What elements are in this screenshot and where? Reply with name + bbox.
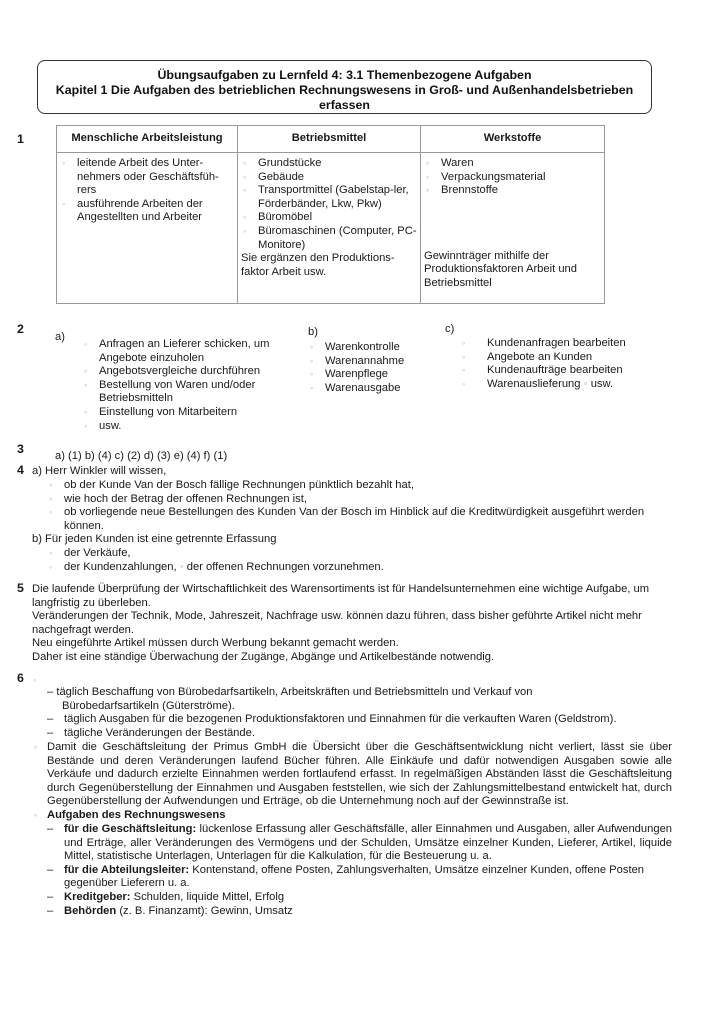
task2-list-b: [308, 341, 438, 395]
title-line-2: Kapitel 1 Die Aufgaben des betrieblichen Rechnungswesens in Groß- und Außenhandelsbetrieben: [55, 83, 634, 97]
list-item: ◦ ob vorliegende neue Bestellungen des Kunden Van der Bosch im Hinblick auf die Kreditwürdigkeit ausgeführt werden können.: [47, 506, 672, 533]
cell-note: Gewinnträger mithilfe der Produktionsfaktoren Arbeit und Betriebsmittel: [424, 249, 577, 289]
table-header: Werkstoffe: [421, 126, 605, 153]
label-b: b): [308, 326, 318, 338]
paragraph-line: Neu eingeführte Artikel müssen durch Werbung bekannt gemacht werden.: [32, 637, 399, 650]
role-item: – Behörden (z. B. Finanzamt): Gewinn, Umsatz: [47, 905, 672, 919]
section-heading: ◦ Aufgaben des Rechnungswesens: [32, 809, 672, 823]
list-item: ◦ Büromöbel: [241, 211, 417, 225]
task2-list-c: [460, 337, 670, 391]
table-cell: [238, 153, 421, 304]
bullet-icon: ◦: [33, 675, 37, 685]
list-item: ◦ Waren: [424, 157, 601, 171]
list-item: ◦ Warenannahme: [308, 355, 438, 369]
task4-b-intro: b) Für jeden Kunden ist eine getrennte Erfassung: [32, 533, 277, 545]
task-number-4: 4: [17, 463, 24, 477]
task4-list-b: [47, 547, 647, 574]
paragraph-line: Daher ist eine ständige Überwachung der Zugänge, Abgänge und Artikelbestände notwendig.: [32, 650, 495, 663]
dash-item: – tägliche Veränderungen der Bestände.: [47, 727, 672, 741]
task6-roles-list: [47, 823, 672, 918]
task6-paragraph: [32, 741, 672, 809]
paragraph-line: Veränderungen der Technik, Mode, Jahreszeit, Nachfrage usw. können dazu führen, dass bisher geführte Artikel nicht mehr nachgefragt werden.: [32, 610, 642, 636]
task6-aufgaben: [32, 809, 672, 823]
list-item: ◦ Kundenaufträge bearbeiten: [460, 364, 670, 378]
table-cell: [57, 153, 238, 304]
list-item: ◦ Verpackungsmaterial: [424, 171, 601, 185]
list-item: ◦ Angebotsvergleiche durchführen: [82, 365, 282, 379]
label-a: a): [55, 331, 65, 343]
task6-dash-list: [47, 713, 672, 740]
label-c: c): [445, 323, 455, 335]
dash-item: – täglich Ausgaben für die bezogenen Produktionsfaktoren und Einnahmen für die verkauften Waren (Geldstrom).: [47, 713, 672, 727]
list-item: ◦ der Verkäufe,: [47, 547, 647, 561]
table-cell: [421, 153, 605, 304]
list-item: ◦ ausführende Arbeiten der Angestellten und Arbeiter: [60, 198, 234, 225]
paragraph-line: Die laufende Überprüfung der Wirtschaftlichkeit des Warensortiments ist für Handelsunternehmen eine wichtige Aufgabe, um langfristig zu überleben.: [32, 583, 650, 609]
role-item: – für die Geschäftsleitung: lückenlose Erfassung aller Geschäftsfälle, aller Einnahmen und Ausgaben, aller Aufwendungen und Erträge, aller Veränderungen des Vermögens und der Schulden, Umsätze einzelner Kunden, Lieferer, Artikel, liquide Mittel, statistische Unterlagen, Unterlagen für die Kalkulation, für die Besteuerung u. a.: [47, 823, 672, 864]
table-header: Betriebsmittel: [238, 126, 421, 153]
list-item: ◦ Bestellung von Waren und/oder Betriebsmitteln: [82, 379, 282, 406]
list-item: ◦ Warenausgabe: [308, 382, 438, 396]
role-item: – für die Abteilungsleiter: Kontenstand, offene Posten, Zahlungsverhalten, Umsätze einzelner Kunden, offene Posten gegenüber Lieferern u. a.: [47, 864, 672, 891]
list-item: ◦ Warenpflege: [308, 368, 438, 382]
task-number-3: 3: [17, 442, 24, 456]
list-item: ◦ Büromaschinen (Computer, PC-Monitore): [241, 225, 417, 252]
list-item: ◦ Gebäude: [241, 171, 417, 185]
paragraph: ◦ Damit die Geschäftsleitung der Primus GmbH die Übersicht über die Geschäftsentwicklung nicht verliert, lässt sie über Bestände und deren Veränderungen laufend Bücher führen. Alle Einkäufe und dafür notwendigen Ausgaben sowie alle Verkäufe und dadurch erzielte Einnahmen werden fortlaufend erfasst. In regelmäßigen Abständen lässt die Geschäftsleitung durch Gegenüberstellung der Einnahmen und Ausgaben feststellen, wie sich der Zahlungsmittelbestand entwickelt hat, durch Gegenüberstellung der Aufwendungen und Erträge, ob die Unternehmung noch auf der Gewinnstraße ist.: [32, 741, 672, 809]
dash-item: – täglich Beschaffung von Bürobedarfsartikeln, Arbeitskräften und Betriebsmitteln und Verkauf von Bürobedarfsartikeln (Güterströme).: [47, 686, 533, 712]
task-number-2: 2: [17, 322, 24, 336]
task-number-5: 5: [17, 581, 24, 595]
list-item: ◦ Kundenanfragen bearbeiten: [460, 337, 670, 351]
task3-answers: a) (1) b) (4) c) (2) d) (3) e) (4) f) (1): [55, 450, 228, 462]
task4-list-a: [47, 479, 672, 533]
list-item: ◦ wie hoch der Betrag der offenen Rechnungen ist,: [47, 493, 672, 507]
task-number-1: 1: [17, 132, 24, 146]
title-line-1: Übungsaufgaben zu Lernfeld 4: 3.1 Themenbezogene Aufgaben: [157, 68, 532, 82]
title-box: [37, 60, 652, 114]
list-item: ◦ Transportmittel (Gabelstap-ler, Förderbänder, Lkw, Pkw): [241, 184, 417, 211]
production-factors-table: [56, 125, 605, 304]
task5-text: [32, 583, 672, 665]
table-header: Menschliche Arbeitsleistung: [57, 126, 238, 153]
role-item: – Kreditgeber: Schulden, liquide Mittel, Erfolg: [47, 891, 672, 905]
list-item: ◦ Warenkontrolle: [308, 341, 438, 355]
task4-a-intro: a) Herr Winkler will wissen,: [32, 465, 167, 477]
cell-note: Sie ergänzen den Produktions-faktor Arbeit usw.: [241, 252, 395, 278]
list-item: ◦ Angebote an Kunden: [460, 351, 670, 365]
list-item: ◦ Grundstücke: [241, 157, 417, 171]
task2-list-a: [82, 338, 282, 433]
list-item: ◦ Einstellung von Mitarbeitern: [82, 406, 282, 420]
task6-dash-1: [47, 686, 567, 713]
list-item: ◦ Anfragen an Lieferer schicken, um Angebote einzuholen: [82, 338, 282, 365]
list-item: ◦ der Kundenzahlungen, ◦ der offenen Rechnungen vorzunehmen.: [47, 561, 647, 575]
title-line-3: erfassen: [319, 98, 370, 112]
task-number-6: 6: [17, 671, 24, 685]
list-item: ◦ leitende Arbeit des Unter-nehmers oder Geschäftsfüh-rers: [60, 157, 234, 198]
list-item: ◦ Brennstoffe: [424, 184, 601, 198]
list-item: ◦ usw.: [82, 420, 282, 434]
list-item: ◦ ob der Kunde Van der Bosch fällige Rechnungen pünktlich bezahlt hat,: [47, 479, 672, 493]
list-item: ◦ Warenauslieferung ◦ usw.: [460, 378, 670, 392]
